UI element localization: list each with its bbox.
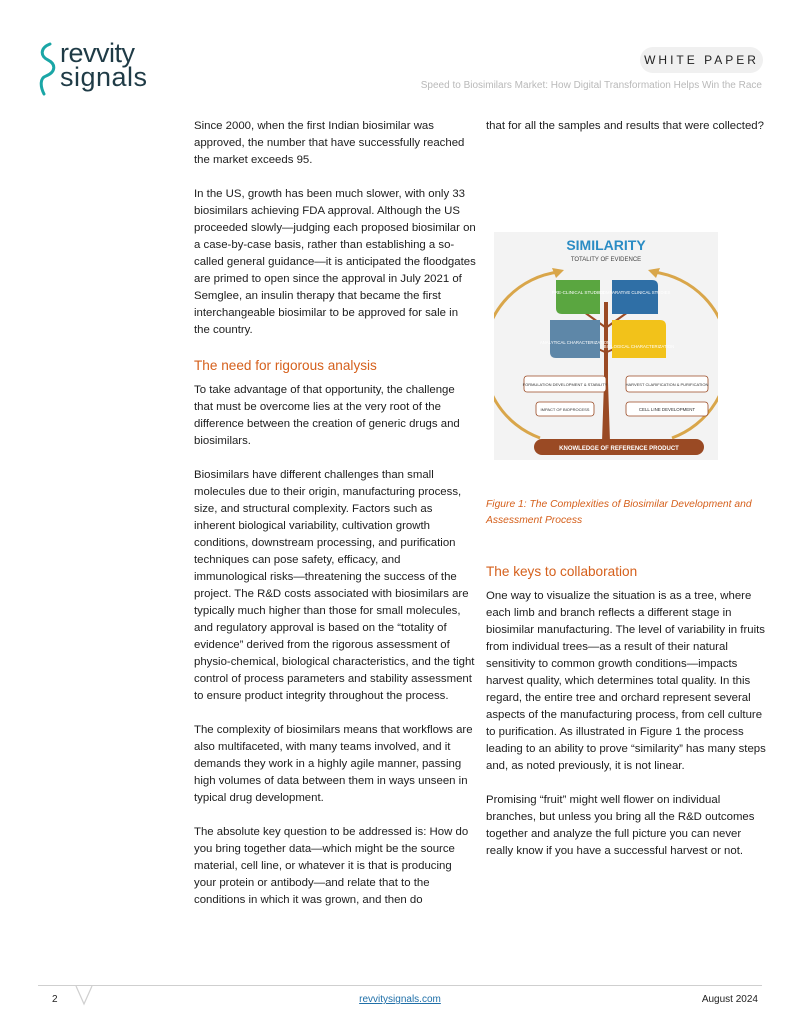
paragraph: that for all the samples and results that were collected? xyxy=(486,120,764,132)
similarity-tree-figure xyxy=(494,232,718,460)
formulation-label: FORMULATION DEVELOPMENT & STABILITY xyxy=(522,382,608,387)
paragraph: To take advantage of that opportunity, the challenge that must be overcome lies at the very root of the difference between the creation of generic drugs and biosimilars. xyxy=(194,384,460,447)
figure-caption: Figure 1: The Complexities of Biosimilar Development and Assessment Process xyxy=(486,499,752,526)
paragraph: In the US, growth has been much slower, with only 33 biosimilars achieving FDA approval. Although the US proceeded slowly—judging each proposed biosimilar on a case-by-case basis, rather than establishing a so-called general guidance—it is anticipated the floodgates are primed to open since the approval in July 2021 of Semglee, an insulin therapy that became the first interchangeable biosimilar to be approved for sale in the country. xyxy=(194,188,476,336)
paragraph: The absolute key question to be addressed is: How do you bring together data—which might be the source material, cell line, or whatever it is that is producing your protein or antibody—and relate that to the conditions in which it was grown, and then do xyxy=(194,826,469,906)
website-link[interactable]: revvitysignals.com xyxy=(359,994,441,1005)
logo-wordmark-top: revvity xyxy=(60,38,135,68)
document-subtitle: Speed to Biosimilars Market: How Digital Transformation Helps Win the Race xyxy=(420,80,762,91)
figure-title: SIMILARITY xyxy=(566,237,646,253)
paragraph: One way to visualize the situation is as a tree, where each limb and branch reflects a different stage in biosimilar manufacturing. The level of variability in fruits from individual trees—as a result of their natural sensitivity to common growth conditions—impacts harvest quality, which determines total quality. In this regard, the entire tree and orchard represent several aspects of the manufacturing process, from cell culture to purification. As illustrated in Figure 1 the process leading to an ability to prove “similarity” has many steps and, as noted previously, it is not linear. xyxy=(486,590,766,772)
similarity-diagram xyxy=(494,232,718,460)
right-column-top xyxy=(486,118,768,152)
comparative-leaf xyxy=(612,280,658,314)
logo-wordmark-bottom: signals xyxy=(60,62,148,92)
paragraph: Since 2000, when the first Indian biosimilar was approved, the number that have successfully reached the market exceeds 95. xyxy=(194,120,465,166)
harvest-label: HARVEST CLARIFICATION & PURIFICATION xyxy=(625,382,709,387)
section-heading: The need for rigorous analysis xyxy=(194,358,377,373)
analytical-leaf xyxy=(550,320,600,358)
publication-date: August 2024 xyxy=(701,994,758,1005)
tree-trunk xyxy=(602,302,610,442)
paragraph: Biosimilars have different challenges than small molecules due to their origin, manufacturing process, size, and structural complexity. Factors such as inherent biological variability, cultivation growth conditions, downstream processing, and purification techniques can pose safety, efficacy, and immunological risks—threatening the success of the project. The R&D costs associated with biosimilars are typically much higher than those for small molecules, and regulatory approval is based on the “totality of evidence” derived from the rigorous assessment of physio-chemical, biological characteristics, and the tight control of process parameters and stability assessment to ensure product integrity throughout the process. xyxy=(194,469,475,702)
knowledge-base-label: KNOWLEDGE OF REFERENCE PRODUCT xyxy=(559,446,679,452)
right-column-bottom xyxy=(486,562,768,877)
cellline-label: CELL LINE DEVELOPMENT xyxy=(638,407,696,412)
revvity-logo-mark-icon xyxy=(38,42,58,96)
left-column xyxy=(194,118,476,926)
figure-subtitle: TOTALITY OF EVIDENCE xyxy=(570,257,642,263)
section-heading: The keys to collaboration xyxy=(486,564,638,579)
preclinical-label: PRE-CLINICAL STUDIES xyxy=(551,290,605,295)
revvity-signals-logo xyxy=(38,40,158,96)
biological-leaf xyxy=(612,320,666,358)
preclinical-leaf xyxy=(556,280,600,314)
comparative-label: COMPARATIVE CLINICAL STUDIES xyxy=(599,290,671,295)
biological-label: BIOLOGICAL CHARACTERIZATION xyxy=(603,344,675,349)
impact-label: IMPACT OF BIOPROCESS xyxy=(540,407,590,412)
page-number: 2 xyxy=(52,994,58,1005)
paragraph: The complexity of biosimilars means that workflows are also multifaceted, with many teams involved, and it demands they work in a highly agile manner, passing high volumes of data between them in ways unseen in typical drug development. xyxy=(194,724,473,804)
paragraph: Promising “fruit” might well flower on individual branches, but unless you bring all the R&D outcomes together and analyze the full picture you can never really know if you have a successful harvest or not. xyxy=(486,794,755,857)
analytical-label: ANALYTICAL CHARACTERIZATION xyxy=(539,340,611,345)
white-paper-badge: WHITE PAPER xyxy=(640,47,763,73)
footer-divider xyxy=(38,985,762,986)
